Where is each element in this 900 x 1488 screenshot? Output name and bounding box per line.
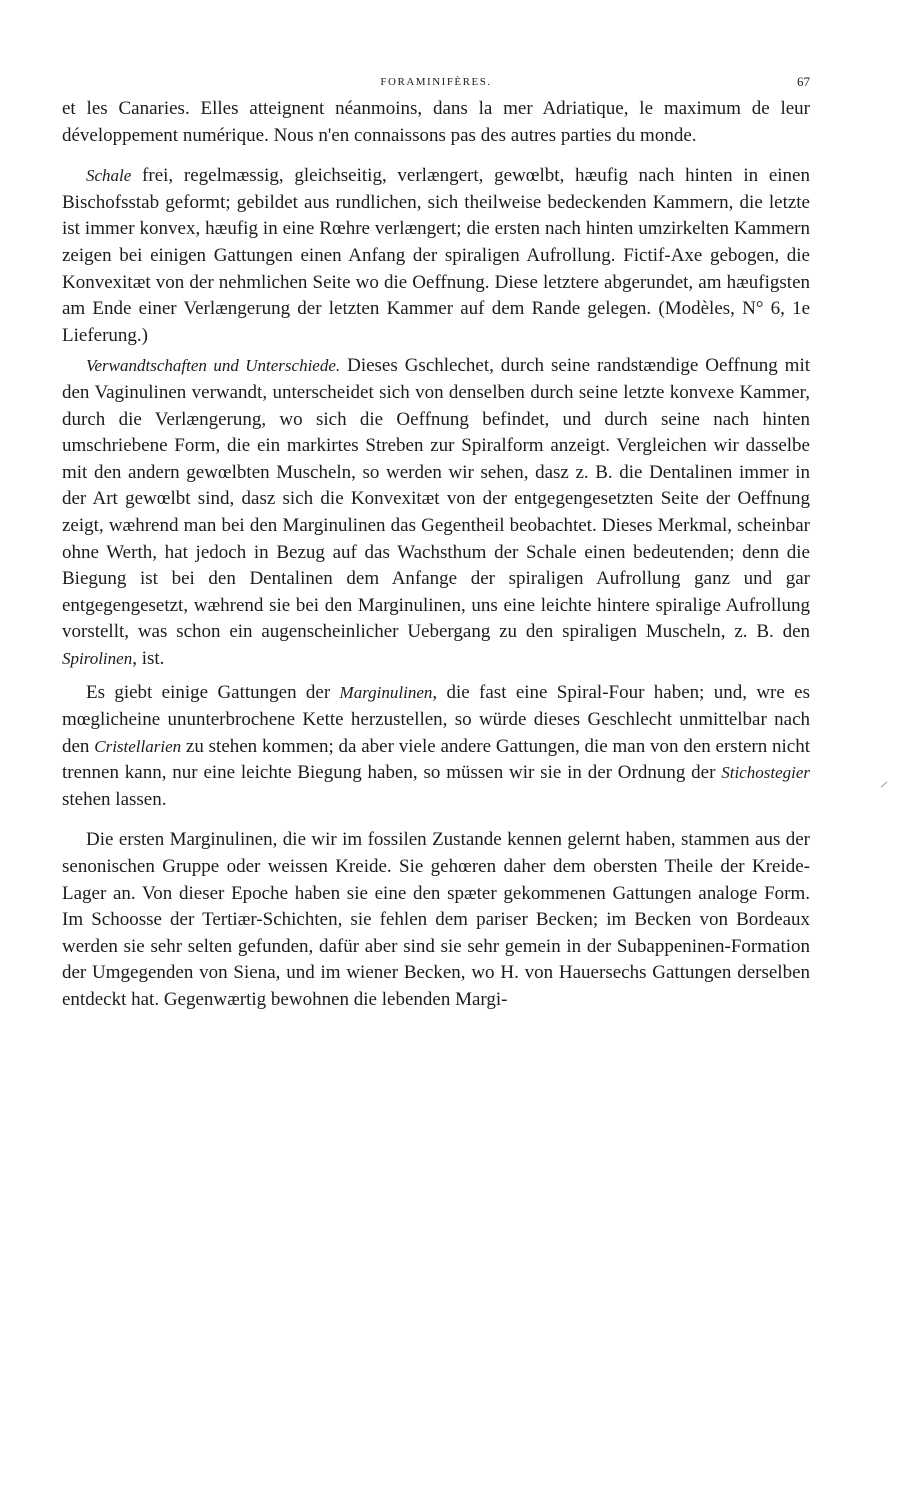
paragraph-body-end: stehen lassen. (62, 788, 167, 810)
paragraph-body: Dieses Gschlechet, durch seine randstændige Oeffnung mit den Vaginulinen verwandt, unterscheidet sich von denselben durch seine letzte konvexe Kammer, durch die Verlængerung, wo sich die Oeffnung befindet, und durch seine nach hinten umschriebene Form, die ein markirtes Streben zur Spiralform anzeigt. Vergleichen wir dasselbe mit den andern gewœlbten Muscheln, so werden wir sehen, dasz z. B. die Dentalinen immer in der Art gewœlbt sind, dasz sich die Konvexitæt von der entgegengesetzten Seite der Oeffnung zeigt, wæhrend man bei den Marginulinen das Gegentheil beobachtet. Dieses Merkmal, scheinbar ohne Werth, hat jedoch in Bezug auf das Wachsthum der Schale einen bedeutenden; denn die Biegung ist bei den Dentalinen dem Anfange der spiraligen Aufrollung ganz und gar entgegengesetzt, wæhrend sie bei den Marginulinen, uns eine leichte hintere spiralige Aufrollung vorstellt, was schon ein augenscheinlicher Uebergang zu den spiraligen Muscheln, z. B. den (62, 355, 810, 643)
paragraph-verwandtschaften (62, 353, 810, 672)
running-head (62, 68, 810, 96)
italic-term: Marginulinen (339, 683, 433, 703)
paragraph-gattungen (62, 680, 810, 813)
paragraph-body: frei, regelmæssig, gleichseitig, verlængert, gewœlbt, hæufig nach hinten in einen Bischofsstab geformt; gebildet aus rundlichen, sich theilweise bedeckenden Kammern, die letzte ist immer konvex, hæufig in eine Rœhre verlængert; die ersten nach hinten umzirkelten Kammern zeigen bei einigen Gattungen einen Anfang der spiraligen Aufrollung. Fictif-Axe gebogen, die Konvexitæt von der nehmlichen Seite wo die Oeffnung. Diese letztere abgerundet, am hæufigsten am Ende einer Verlængerung der letzten Kammer auf dem Rande gelegen. (Modèles, N° 6, 1e Lieferung.) (62, 165, 810, 346)
book-page (62, 68, 810, 1014)
paragraph-body: zu stehen kommen; da aber viele andere Gattungen, die man von den erstern nicht trennen kann, nur eine leichte Biegung haben, so müssen wir sie in der Ordnung der (62, 735, 811, 784)
paragraph-continuation: et les Canaries. Elles atteignent néanmoins, dans la mer Adriatique, le maximum de leur développement numérique. Nous n'en connaissons pas des autres parties du monde. (62, 98, 810, 146)
paragraph-schale (62, 163, 810, 349)
paragraph-lead-term: Verwandtschaften und Unterschiede. (86, 356, 341, 376)
italic-term: Spirolinen (62, 648, 133, 668)
paragraph-body: , die fast eine Spiral-Four haben; und, wre es mœglicheine ununterbrochene Kette herzustellen, so würde dieses Geschlecht unmittelbar nach den (62, 682, 810, 757)
margin-pencil-mark (881, 782, 888, 788)
paragraph-lead-term: Schale (86, 166, 132, 186)
paragraph-fossil: Die ersten Marginulinen, die wir im fossilen Zustande kennen gelernt haben, stammen aus der senonischen Gruppe oder weissen Kreide. Sie gehœren daher dem obersten Theile der Kreide-Lager an. Von dieser Epoche haben sie eine den spæter gekommenen Gattungen analoge Form. Im Schoosse der Tertiær-Schichten, sie fehlen dem pariser Becken; im Becken von Bordeaux werden sie sehr selten gefunden, dafür aber sind sie sehr gemein in der Subappeninen-Formation der Umgegenden von Siena, und im wiener Becken, wo H. von Hauersechs Gattungen derselben entdeckt hat. Gegenwærtig bewohnen die lebenden Margi- (62, 829, 810, 1010)
italic-term: Cristellarien (94, 736, 182, 756)
running-title: FORAMINIFÈRES. (380, 76, 492, 88)
paragraph-body: Es giebt einige Gattungen der (86, 682, 340, 704)
italic-term: Stichostegier (721, 763, 810, 783)
paragraph-body-end: , ist. (132, 647, 165, 669)
page-number: 67 (797, 74, 810, 89)
